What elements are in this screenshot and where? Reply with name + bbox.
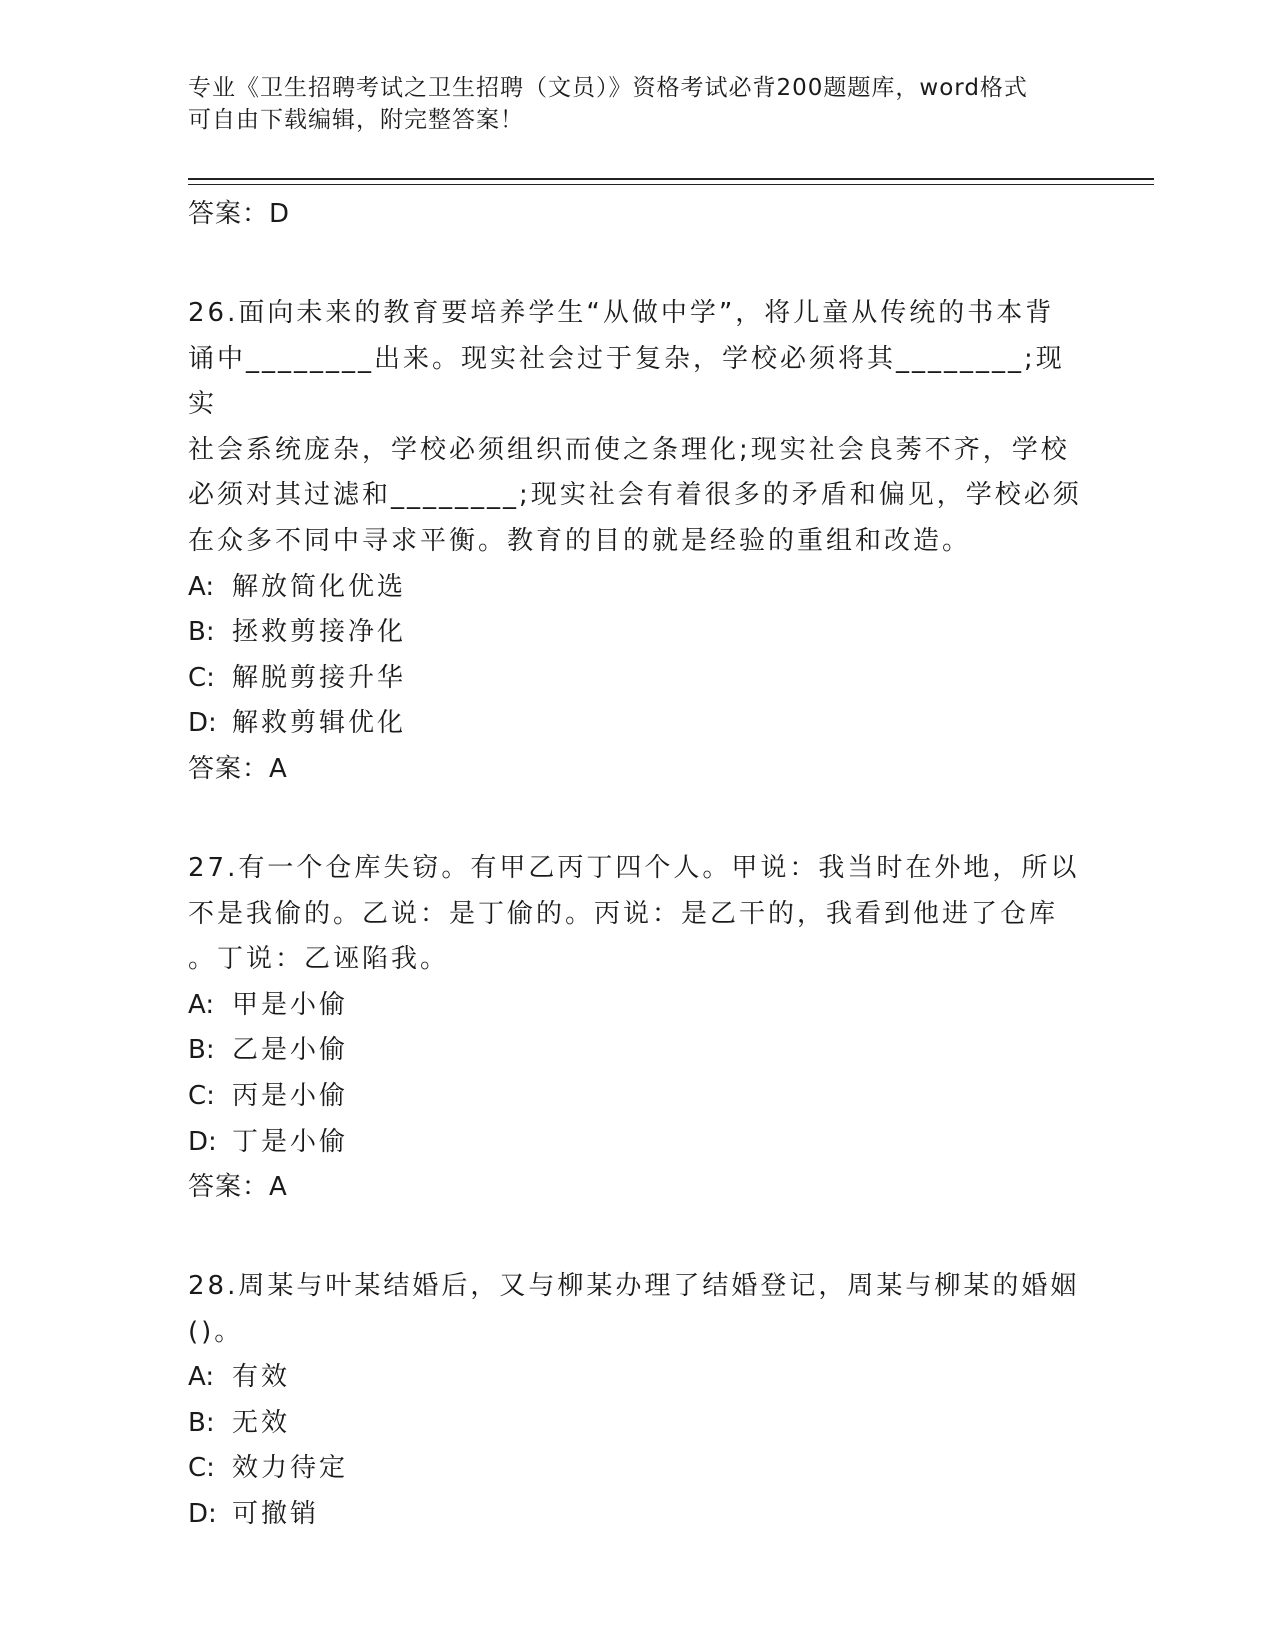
option-b xyxy=(188,610,1088,656)
question-stem-line: 社会系统庞杂，学校必须组织而使之条理化;现实社会良莠不齐，学校 xyxy=(188,434,1070,465)
option-letter: A: xyxy=(188,1362,215,1393)
option-text: 乙是小偷 xyxy=(232,1035,349,1066)
option-d xyxy=(188,1120,1088,1166)
option-b xyxy=(188,1401,1088,1447)
question-stem-line: 不是我偷的。乙说：是丁偷的。丙说：是乙干的，我看到他进了仓库 xyxy=(188,898,1059,929)
option-c xyxy=(188,656,1088,702)
option-a xyxy=(188,983,1088,1029)
option-text: 无效 xyxy=(232,1407,291,1438)
question-27 xyxy=(188,846,1088,1209)
question-stem-line: ()。 xyxy=(188,1316,244,1347)
header-title-line-2: 可自由下载编辑，附完整答案！ xyxy=(188,107,524,133)
question-stem-line: 诵中________出来。现实社会过于复杂，学校必须将其________;现实 xyxy=(188,343,1065,420)
question-stem-line: 28.周某与叶某结婚后，又与柳某办理了结婚登记，周某与柳某的婚姻 xyxy=(188,1271,1080,1302)
header-title-line-1: 专业《卫生招聘考试之卫生招聘（文员）》资格考试必背200题题库，word格式 xyxy=(188,75,1028,101)
option-a xyxy=(188,1355,1088,1401)
question-stem-line: 26.面向未来的教育要培养学生“从做中学”，将儿童从传统的书本背 xyxy=(188,298,1055,328)
option-text: 效力待定 xyxy=(232,1453,349,1484)
option-text: 拯救剪接净化 xyxy=(232,617,407,648)
answer-line: 答案：A xyxy=(188,1172,288,1203)
option-a xyxy=(188,565,1088,611)
option-text: 甲是小偷 xyxy=(232,989,349,1020)
option-text: 有效 xyxy=(232,1362,291,1393)
question-28 xyxy=(188,1264,1088,1538)
header-divider xyxy=(188,178,1154,180)
option-letter: A: xyxy=(188,571,215,602)
option-letter: C: xyxy=(188,662,215,693)
option-letter: C: xyxy=(188,1080,215,1111)
option-letter: C: xyxy=(188,1453,215,1484)
answer-line: 答案：A xyxy=(188,753,288,784)
question-stem-line: 。丁说：乙诬陷我。 xyxy=(188,944,450,975)
option-text: 丁是小偷 xyxy=(232,1126,349,1157)
option-c xyxy=(188,1446,1088,1492)
answer-line: 答案：D xyxy=(188,199,291,229)
option-d xyxy=(188,1492,1088,1538)
question-stem-line: 27.有一个仓库失窃。有甲乙丙丁四个人。甲说：我当时在外地，所以 xyxy=(188,852,1080,883)
option-letter: A: xyxy=(188,989,215,1020)
option-text: 解放简化优选 xyxy=(232,571,407,602)
header-divider-thin xyxy=(188,184,1154,185)
option-letter: B: xyxy=(188,1035,215,1066)
option-text: 丙是小偷 xyxy=(232,1080,349,1111)
question-stem-line: 在众多不同中寻求平衡。教育的目的就是经验的重组和改造。 xyxy=(188,525,972,556)
option-letter: B: xyxy=(188,617,215,648)
option-b xyxy=(188,1028,1088,1074)
page-header xyxy=(188,72,1088,136)
option-letter: D: xyxy=(188,1126,217,1157)
option-letter: B: xyxy=(188,1407,215,1438)
option-text: 解脱剪接升华 xyxy=(232,662,407,693)
option-letter: D: xyxy=(188,1499,217,1530)
option-d xyxy=(188,701,1088,747)
question-list xyxy=(188,192,1088,1538)
option-text: 解救剪辑优化 xyxy=(232,708,407,739)
question-26 xyxy=(188,291,1088,791)
option-c xyxy=(188,1074,1088,1120)
question-stem-line: 必须对其过滤和________;现实社会有着很多的矛盾和偏见，学校必须 xyxy=(188,480,1082,511)
option-text: 可撤销 xyxy=(232,1499,320,1530)
option-letter: D: xyxy=(188,708,217,739)
